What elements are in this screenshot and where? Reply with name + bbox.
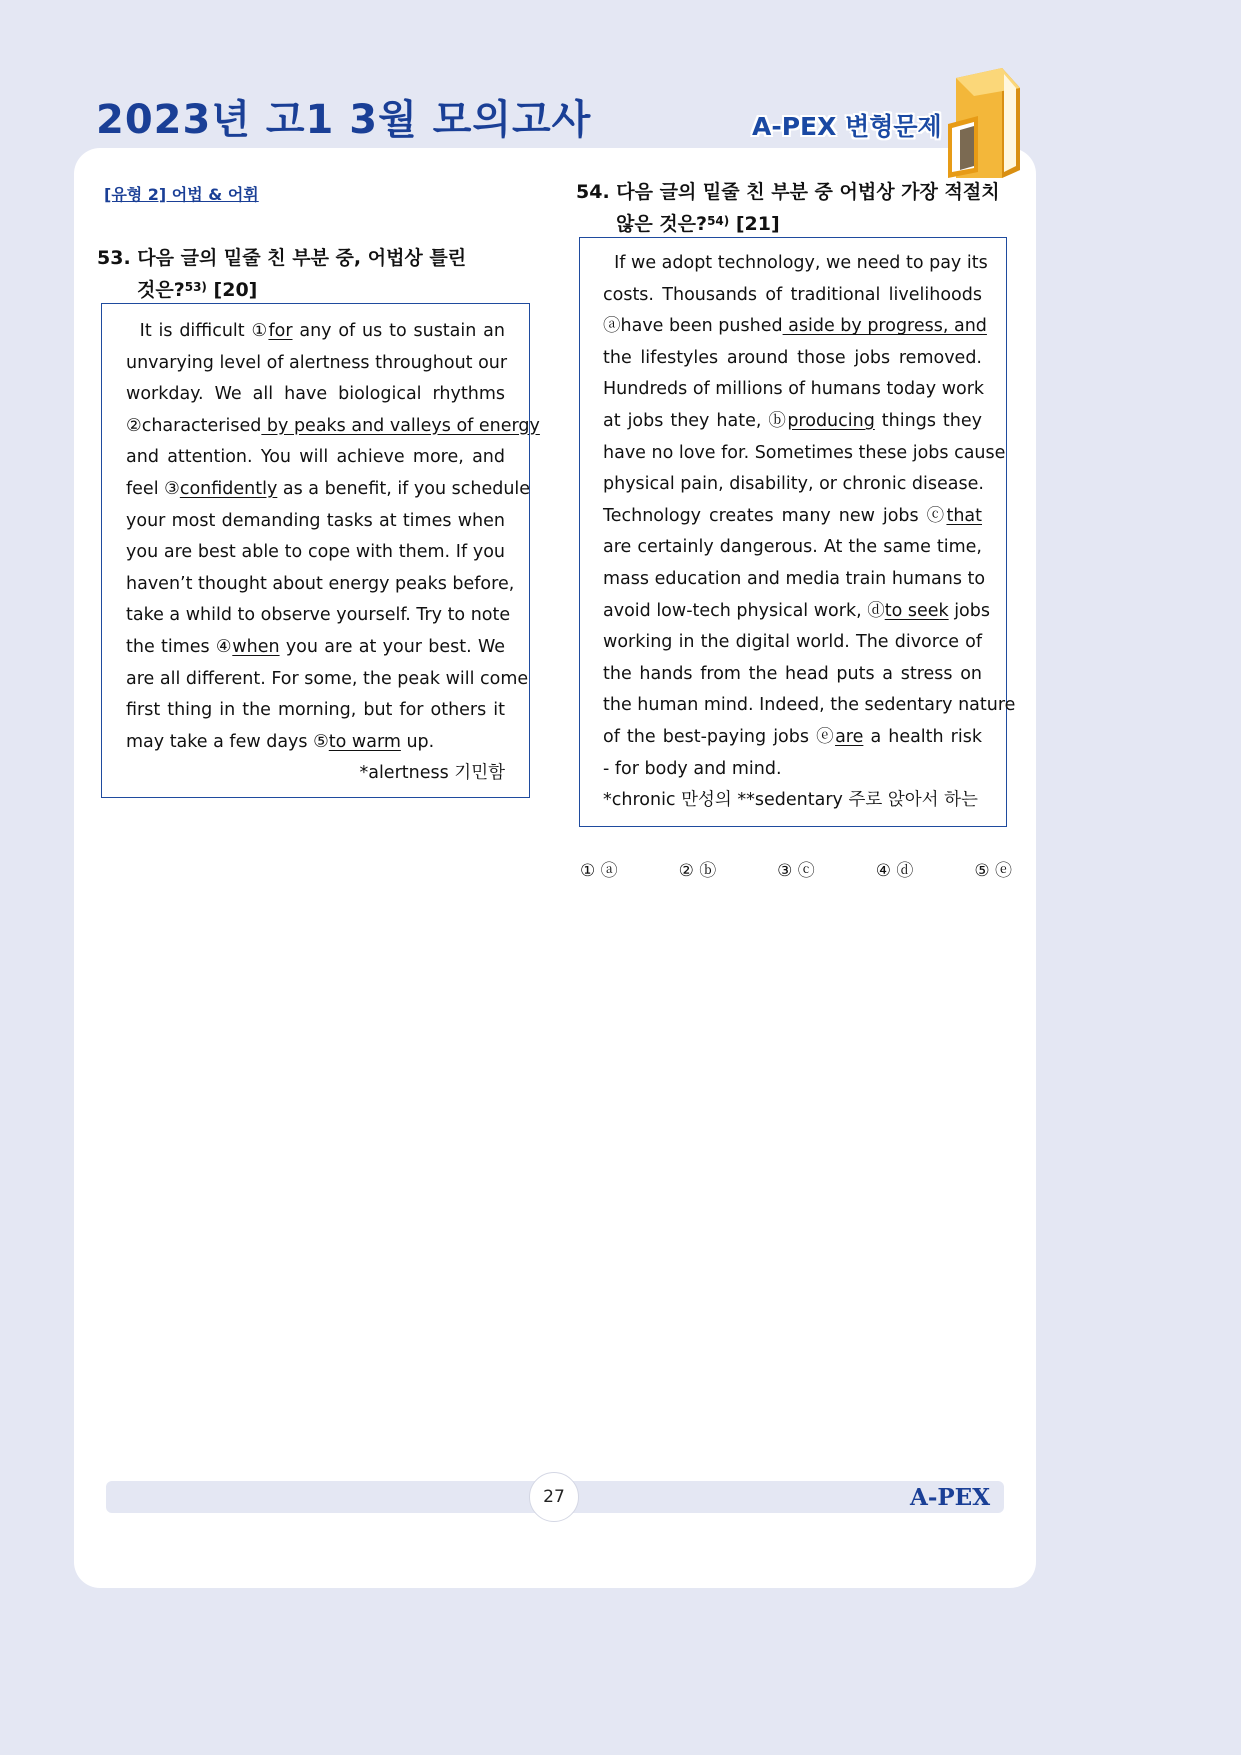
passage-line: unvarying level of alertness throughout our xyxy=(126,352,508,373)
passage-line: Hundreds of millions of humans today work xyxy=(603,379,985,400)
brand-badge: A-PEX 변형문제 xyxy=(752,112,942,141)
passage-line: Technology creates many new jobs ⓒthat xyxy=(603,505,982,526)
passage-line: ⓐhave been pushed aside by progress, and xyxy=(603,316,987,337)
answer-choice[interactable]: ① ⓐ xyxy=(580,861,618,881)
question-54-passage xyxy=(579,237,1016,827)
passage-line: - for body and mind. xyxy=(603,758,782,779)
underlined-phrase: are xyxy=(835,726,864,747)
choice-marker: ① xyxy=(251,321,269,341)
choice-marker: ④ xyxy=(215,636,233,657)
question-54-choices xyxy=(580,856,1012,881)
underlined-phrase: aside by progress, and xyxy=(782,316,987,337)
choice-marker: ⓒ xyxy=(926,505,947,526)
choice-marker: ⑤ xyxy=(313,731,329,752)
choice-marker: ⓓ xyxy=(867,600,885,621)
question-53-passage xyxy=(101,303,540,798)
passage-line: avoid low-tech physical work, ⓓto seek jobs xyxy=(603,600,990,621)
passage-line: costs. Thousands of traditional livelihoods xyxy=(603,284,982,305)
passage-line: and attention. You will achieve more, and xyxy=(126,447,505,468)
passage-line: the human mind. Indeed, the sedentary nature xyxy=(603,695,1016,716)
choice-marker: ⓔ xyxy=(816,726,836,747)
passage-line: may take a few days ⑤to warm up. xyxy=(126,731,435,752)
page-number: 27 xyxy=(529,1472,579,1522)
passage-line: are all different. For some, the peak will come xyxy=(126,668,529,689)
answer-choice[interactable]: ⑤ ⓔ xyxy=(974,861,1012,881)
choice-marker: ⓑ xyxy=(768,410,788,431)
question-53-line2: 것은?$^{53)}$ [20] xyxy=(137,279,258,301)
passage-line: ②characterised by peaks and valleys of energy xyxy=(126,415,540,436)
passage-line: If we adopt technology, we need to pay its xyxy=(603,253,988,273)
choice-marker: ③ xyxy=(164,478,180,499)
passage-line: your most demanding tasks at times when xyxy=(126,510,505,531)
passage-line: the lifestyles around those jobs removed. xyxy=(603,347,982,368)
choice-marker: have been pushed xyxy=(620,316,783,337)
gloss-note: *chronic 만성의 **sedentary 주로 앉아서 하는 xyxy=(603,790,978,811)
question-54-line2: 않은 것은?$^{54)}$ [21] xyxy=(616,213,780,235)
answer-choice[interactable]: ③ ⓒ xyxy=(777,861,815,881)
passage-line: first thing in the morning, but for others it xyxy=(126,700,505,721)
section-label: [유형 2] 어법 & 어휘 xyxy=(104,185,259,204)
choice-marker: characterised xyxy=(141,415,262,436)
passage-line: workday. We all have biological rhythms xyxy=(126,384,505,405)
passage-line: are certainly dangerous. At the same time, xyxy=(603,537,982,558)
passage-line: mass education and media train humans to xyxy=(603,568,986,589)
footnote-ref: 54) xyxy=(707,214,730,228)
underlined-phrase: when xyxy=(232,636,280,657)
footer-logo: A-PEX xyxy=(910,1484,991,1511)
answer-choice[interactable]: ② ⓑ xyxy=(678,861,717,881)
gloss-note: *alertness 기민함 xyxy=(359,763,505,784)
underlined-phrase: by peaks and valleys of energy xyxy=(261,415,540,436)
underlined-phrase: confidently xyxy=(179,478,278,499)
underlined-phrase: to warm xyxy=(328,731,401,752)
question-53-heading xyxy=(97,244,533,305)
book-door-icon xyxy=(938,66,1024,178)
question-54-line1: 54. 다음 글의 밑줄 친 부분 중 어법상 가장 적절치 xyxy=(576,181,1000,203)
passage-line: feel ③confidently as a benefit, if you schedule xyxy=(126,478,531,499)
question-54-heading xyxy=(576,178,1012,239)
passage-line: working in the digital world. The divorce of xyxy=(603,632,982,653)
passage-line: take a whild to observe yourself. Try to note xyxy=(126,605,511,626)
underlined-phrase: for xyxy=(268,321,293,341)
passage-line: at jobs they hate, ⓑproducing things they xyxy=(603,410,982,431)
passage-line: you are best able to cope with them. If you xyxy=(126,542,505,563)
underlined-phrase: that xyxy=(946,505,982,526)
passage-line: have no love for. Sometimes these jobs cause xyxy=(603,442,1006,463)
underlined-phrase: producing xyxy=(787,410,875,431)
underlined-phrase: to seek xyxy=(884,600,949,621)
answer-choice[interactable]: ④ ⓓ xyxy=(875,861,914,881)
passage-line: haven’t thought about energy peaks before, xyxy=(126,573,515,594)
question-53-line1: 53. 다음 글의 밑줄 친 부분 중, 어법상 틀린 xyxy=(97,247,467,269)
passage-line: of the best-paying jobs ⓔare a health risk xyxy=(603,726,982,747)
page-title: 2023년 고1 3월 모의고사 xyxy=(96,97,592,143)
passage-line: the times ④when you are at your best. We xyxy=(126,636,505,657)
passage-line: It is difficult ①for any of us to sustain an xyxy=(126,321,505,341)
footnote-ref: 53) xyxy=(184,280,207,294)
passage-line: the hands from the head puts a stress on xyxy=(603,663,982,684)
passage-line: physical pain, disability, or chronic disease. xyxy=(603,474,984,495)
